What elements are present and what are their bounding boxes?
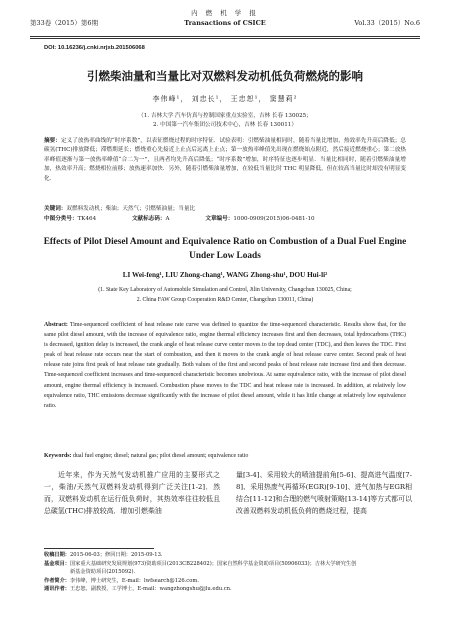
running-header [30,6,420,37]
keywords-en-label: Keywords: [44,453,72,459]
footnote-received [44,551,406,560]
journal-name-cn: 内 燃 机 学 报 [191,9,259,17]
footnote-text: 王忠恕，副教授，工学博士，E-mail：wangzhongshu@jlu.edu.cn. [69,586,232,593]
footnotes [44,551,406,594]
authors-cn: 李伟峰¹， 刘忠长¹， 王忠恕¹， 窦慧莉² [152,95,298,103]
abstract-cn-text: 定义了放热率曲线的“时序系数”，以表征燃烧过程的时序特征．试验表明：引燃柴油量相同时，随着当量比增加，热效率先升高后降低；总碳氢(THC)排放降低；滞燃期延长；燃烧重心先接近上止点后远离上止点；第一放热率峰值先出现在燃烧始点附近，然后接近燃烧重心；第二放热率峰值逐渐与第一放热率峰值“合二为一”，且两者均先升高后降低；“时序系数”增加，时序特征也逐步明显．当量比相同时，随着引燃柴油量增加，热效率升高；燃烧相位前移；放热速率加快．另外，随着引燃柴油量增加，在较低当量比时 THC 明显降低，但在较高当量比时却没有明显变化． [44,138,406,182]
doc-code-value: A [165,216,170,222]
authors-en: LI Wei-feng¹, LIU Zhong-chang¹, WANG Zhong-shu¹, DOU Hui-li² [122,271,328,279]
abstract-en [44,320,406,411]
footnote-label: 通讯作者： [44,586,70,593]
affiliation-en-1: (1. State Key Laboratory of Automobile Simulation and Control, Jilin University, Changchun 130025, China; [98,287,352,293]
abstract-en-label: Abstract: [44,322,68,328]
footnote-text: 李伟峰，博士研究生，E-mail：lwfsearch@126.com. [69,577,199,584]
classification-line [44,214,406,222]
affiliation-en-2: 2. China FAW Group Cooperation R&D Center, Changchun 130011, China) [136,297,314,303]
keywords-en-text: dual fuel engine; diesel; natural gas; pilot diesel amount; equivalence ratio [72,453,249,459]
footnote-author-bio [44,577,406,586]
affiliation-cn-1: （1. 吉林大学 汽车仿真与控制国家重点实验室，吉林 长春 130025； [138,113,312,119]
keywords-cn-text: 双燃料发动机；柴油；天然气；引燃柴油量；当量比 [66,206,196,212]
footnote-corresponding [44,585,406,594]
abstract-cn-label: 摘要： [44,138,61,144]
doi: DOI: 10.16236/j.cnki.nrjxb.201506068 [44,45,145,51]
doc-code-label: 文献标志码： [131,216,166,222]
affiliation-cn-2: 2. 中国第一汽车集团公司技术中心，吉林 长春 130011） [153,122,297,128]
journal-name-en: Transactions of CSICE [184,19,266,27]
keywords-cn-label: 关键词： [44,206,67,212]
footnote-label: 作者简介： [44,577,70,584]
footnote-funding-cont [44,568,406,577]
footnote-rule [44,548,154,549]
abstract-cn [44,137,406,184]
header-volume-en: Vol.33（2015）No.6 [354,19,420,27]
footnote-text: 国家重大基础研究发展规划(973)资助项目(2013CB228402)；国家自然科学基金资助项目(50906033)；吉林大学研究生创 [69,560,357,567]
article-number-value: 1000-0909(2015)06-0481-10 [233,216,315,222]
clc-label: 中图分类号： [44,216,78,222]
keywords-cn [44,204,406,212]
header-volume-cn: 第33卷（2015）第6期 [30,19,98,27]
body-column-right: 量[3-4]、采用较大的喷油提前角[5-6]、提高进气温度[7-8]、采用热废气再循环(EGR)[9-10]、进气加热与EGR相结合[11-12]和合理的燃气喷射策略[13-14]等方式都可以改善双燃料发动机低负荷的燃烧过程，提高 [236,471,412,515]
header-rule [30,38,420,39]
keywords-en [44,453,406,459]
body-column-left: 近年来，作为天然气发动机推广应用的主要形式之一，柴油/天然气双燃料发动机得到广泛关注[1-2]．然而，双燃料发动机在运行低负荷时，其热效率往往较低且总碳氢(THC)排放较高．增加引燃柴油 [44,471,220,515]
footnote-text: 2015-06-03；修回日期：2015-09-13. [69,552,163,558]
footnote-label: 基金项目： [44,560,70,567]
article-number-label: 文章编号： [205,216,234,222]
title-cn: 引燃柴油量和当量比对双燃料发动机低负荷燃烧的影响 [87,69,363,83]
footnote-text: 新基金资助项目(2015092). [70,569,136,576]
doc-code [132,216,170,222]
footnote-label: 收稿日期： [44,552,70,558]
clc-value: TK464 [77,216,97,222]
article-number [205,216,314,222]
title-en: Effects of Pilot Diesel Amount and Equivalence Ratio on Combustion of a Dual Fuel Engine Under Low Loads [43,237,407,261]
footnote-funding [44,560,406,569]
clc-number [44,216,96,222]
abstract-en-text: Time-sequenced coefficient of heat release rate curve was defined to quantize the time-sequenced characteristic. Results show that, for the same pilot diesel amount, with the increase of equivalence ratio, engine thermal efficiency increases first and then decreases, total hydrocarbons (THC) is decreased, ignition delay is increased, the crank angle of heat release curve center moves to the top dead center (TDC), and then leaves the TDC. First peak of heat release rate occurs near the start of combustion, and then it moves to the crank angle of heat release curve center. Second peak of heat release rate joins first peak of heat release rate gradually. Both values of the first and second peaks of heat release rate increase first and then decrease. Time-sequenced coefficient increases and time-sequenced characteristic becomes unobvious. At same equivalence ratio, with the increase of pilot diesel amount, engine thermal efficiency is increased. Combustion phase moves to the TDC and heat release rate is increased. In addition, at relatively low equivalence ratio, THC emissions decrease significantly with the increase of pilot diesel amount, while it has little change at relatively low equivalence ratio. [44,322,406,409]
